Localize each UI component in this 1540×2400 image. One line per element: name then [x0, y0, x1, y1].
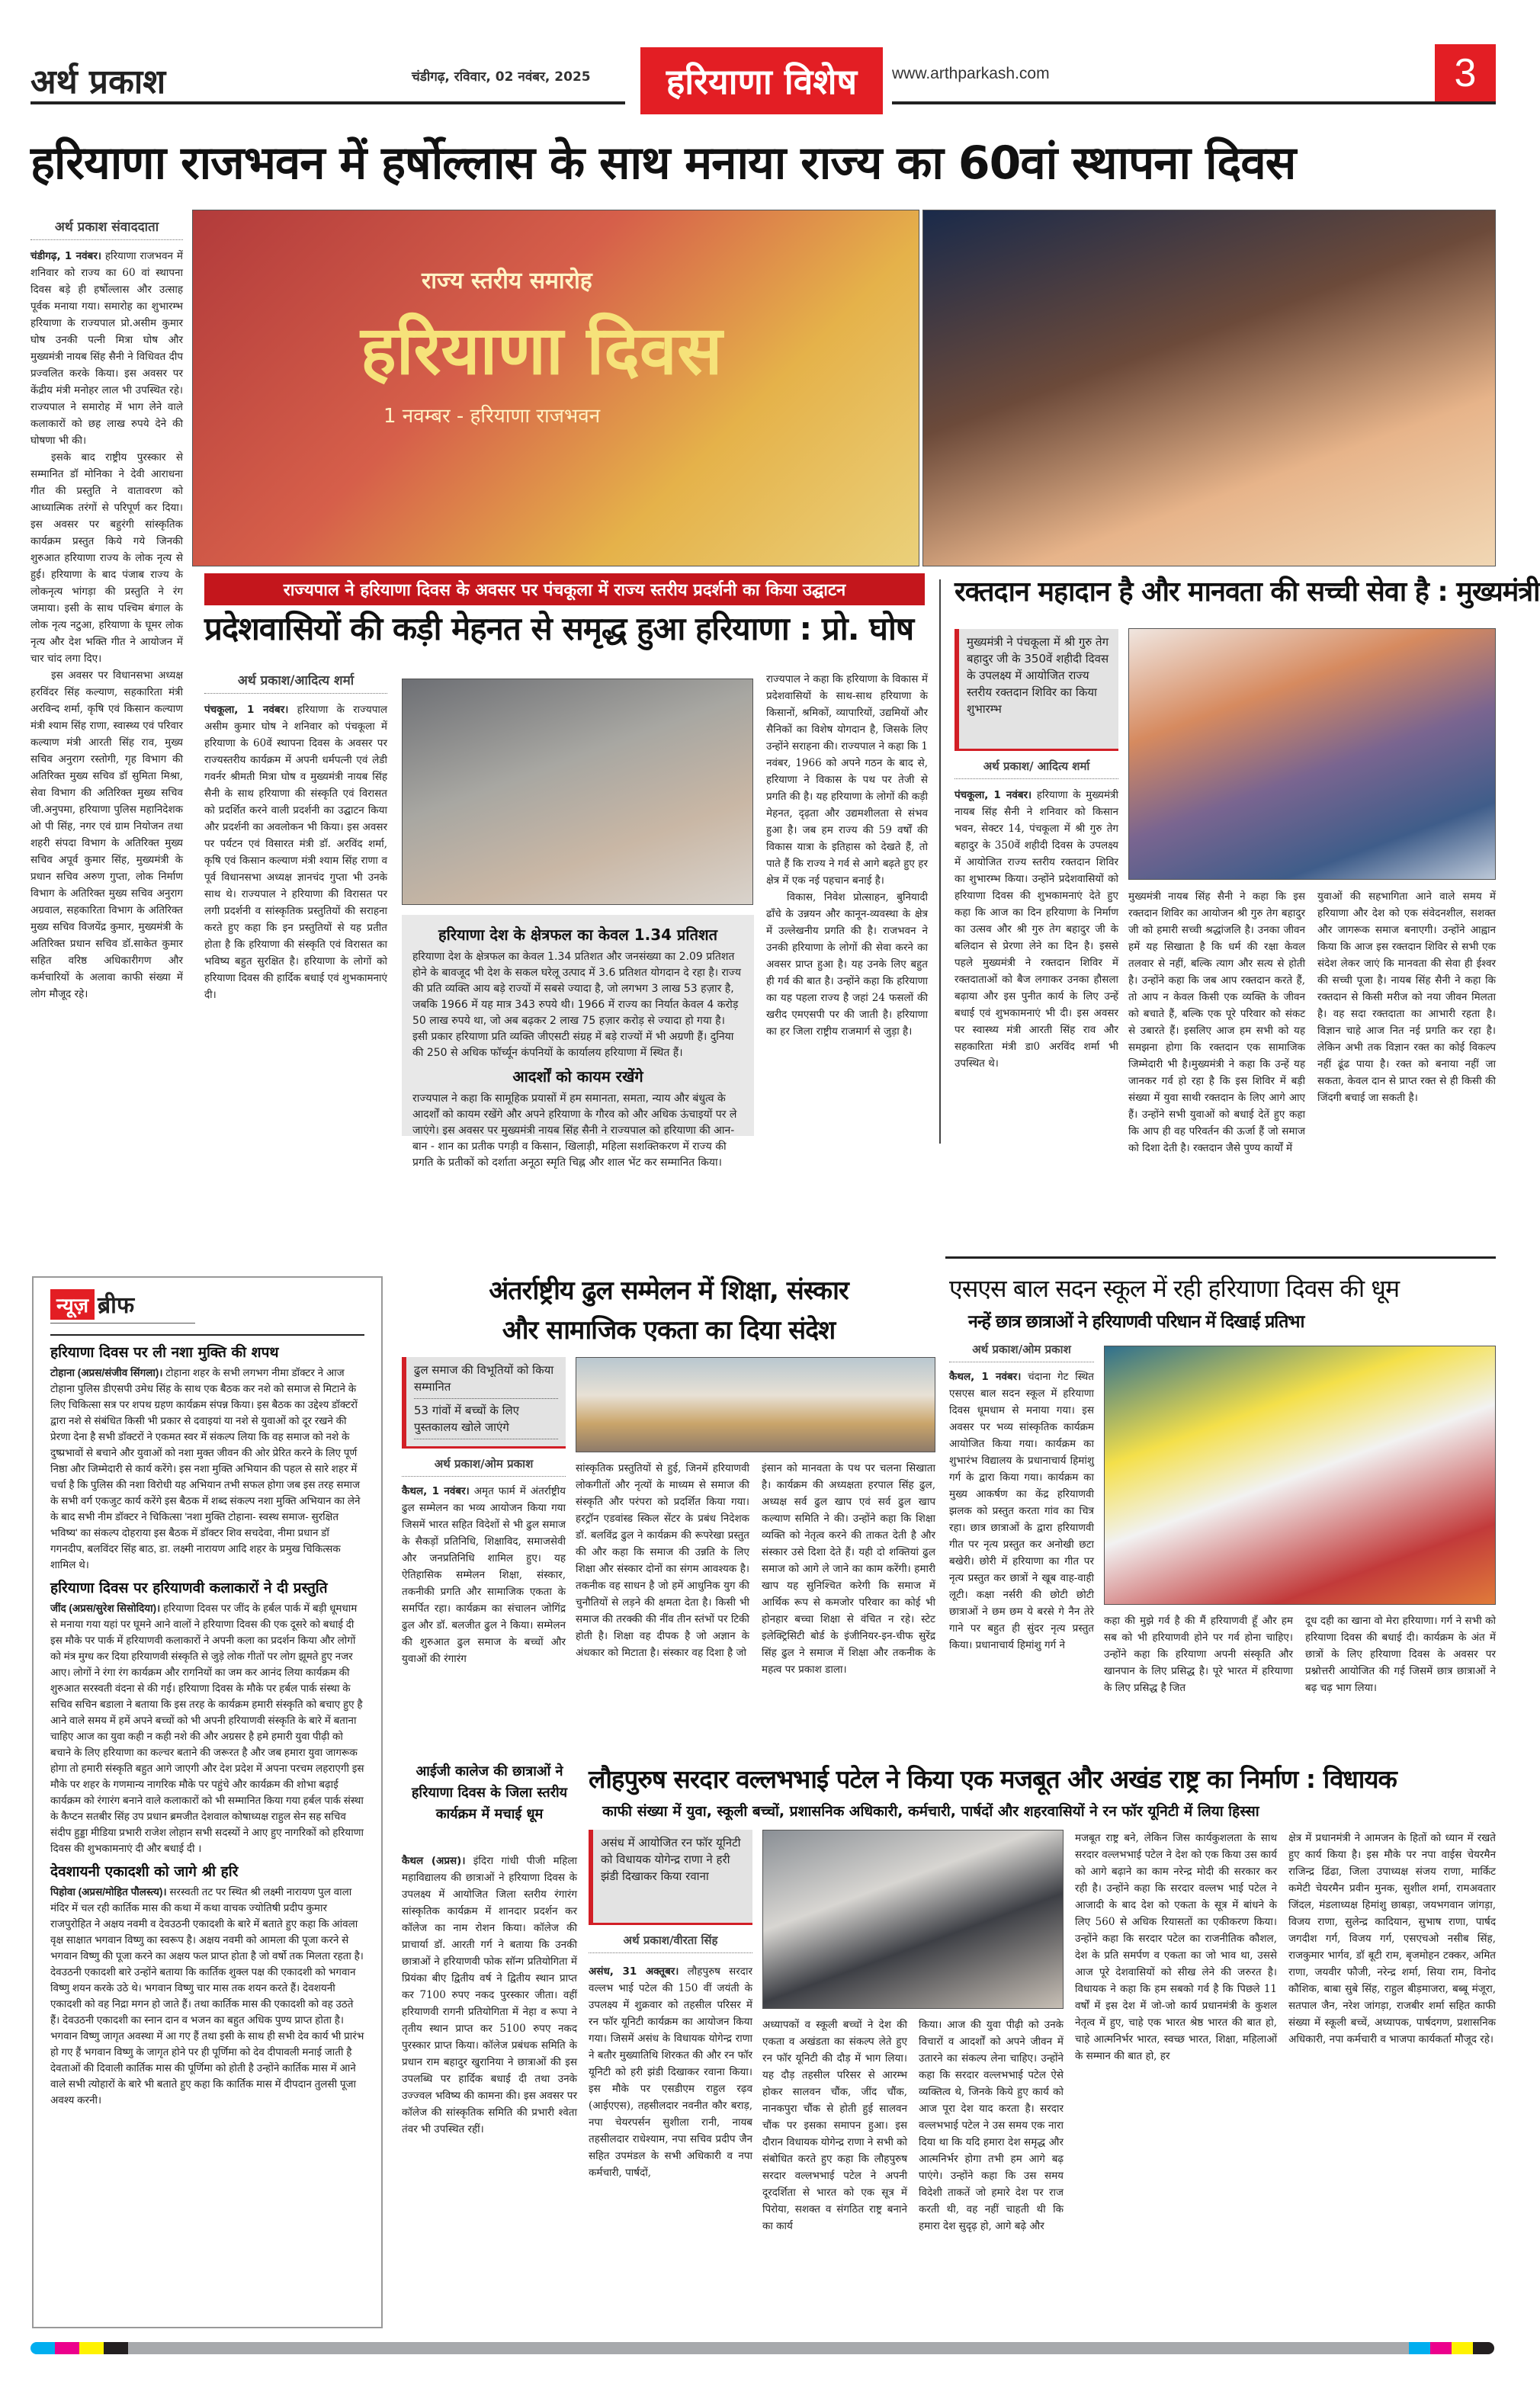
- dhul-paragraph: सांस्कृतिक प्रस्तुतियों से हुई, जिनमें हरियाणवी लोकगीतों और नृत्यों के माध्यम से समाज की संस्कृति और परंपरा को प्रदर्शित किया गया। हरट्रॉन एडवांस्ड स्किल सेंटर के प्रबंध निदेशक डॉ. बलविंद्र ढुल ने कार्यक्रम की रूपरेखा प्रस्तुत की और कहा कि समाज की उन्नति के लिए शिक्षा और संस्कार दोनों का संगम आवश्यक है। तकनीक वह साधन है जो हमें आधुनिक युग की चुनौतियों से लड़ने की क्षमता देता है। किसी भी समाज की तरक्की की नींव तीन स्तंभों पर टिकी होती है। शिक्षा वह दीपक है जो अज्ञान के अंधकार को मिटाता है। संस्कार वह दिशा है जो: [576, 1462, 749, 1659]
- brief-item-lead: टोहाना (अप्रस/संजीव सिंगला)।: [50, 1367, 163, 1378]
- patel-paragraph: मजबूत राष्ट्र बने, लेकिन जिस कार्यकुशलता के साथ सरदार वल्लभभाई पटेल ने देश को एक किया उस कार्य को आगे बढ़ाने का काम नरेन्द्र मोदी की सरकार कर रही है। उन्होंने कहा कि सरदार वल्लभ भाई पटेल ने आजादी के बाद देश को एकता के सूत्र में बांधने के लिए 560 से अधिक रियासतों का एकीकरण किया। उन्होंने कहा कि सरदार पटेल का राजनीतिक कौशल, देश के प्रति समर्पण व एकता का जो भाव था, उससे आज पूरे देशवासियों को सीख लेने की जरुरत है। विधायक ने कहा कि हम सबको गर्व है कि पिछले 11 वर्षों में इस देश में जो-जो कार्य प्रधानमंत्री के कुशल नेतृत्व में हुए, चाहे एक भारत श्रेष्ठ भारत की बात हो, चाहे आत्मनिर्भर भारत, स्वच्छ भारत, शिक्षा, महिलाओं के सम्मान की बात हो, हर: [1075, 1832, 1277, 2062]
- banner-small-title: राज्य स्तरीय समारोह: [422, 268, 592, 294]
- patel-highlight-box: [589, 1830, 752, 1925]
- school-headline: एसएस बाल सदन स्कूल में रही हरियाणा दिवस की धूम: [949, 1274, 1400, 1303]
- brief-item-text: हरियाणा दिवस पर जींद के हर्बल पार्क में बड़ी धूमधाम से मनाया गया यहां पर घूमने आने वालों ने हरियाणा दिवस की एक दूसरे को बधाई दी इस मौके पर पार्क में हरियाणवी कलाकारों ने अपनी कला का प्रदर्शन किया और लोगों को मंत्र मुग्ध कर दिया हरियाणवी संस्कृति से जुड़े लोक गीतों पर लोग झूमते हुए नजर आए। लोगों ने रंगा रंग कार्यक्रम और रागनियों का जम कर आनंद लिया कार्यक्रम की शुरुआत सरस्वती वंदना से की गई। हरियाणा दिवस के मौके पर हर्बल पार्क संस्था के सचिव सचिन बडाला ने बताया कि इस तरह के कार्यक्रम हमारी संस्कृति को बचाए हुए है आने वाले समय में हमें अपने बच्चों को भी अपनी हरियाणवी संस्कृति के बारे में बताना चाहिए आज का युवा कही न कही नशे की और अग्रसर है हमे हमारी युवा पीढ़ी को बचाने के लिए हरियाणा का कल्चर बताने की जरूरत है और जब हमारा युवा जागरूक होगा तो हमारी संस्कृति बहुत आगे जाएगी और देश प्रदेश में अपना परचम लहराएगी इस मौके पर शहर के गणमान्य नागरिक मौके पर पहुंचे और कार्यक्रम की शोभा बढ़ाई कार्यक्रम को रंगारंग बनाने वाले कलाकारों को भी सम्मानित किया गया हर्बल पार्क संस्था के कैप्टन सतबीर सिंह उप प्रधान ब्रमजीत देशवाल कोषाध्यक्ष राहुल सेन सह सचिव संदीप हुड्डा मीडिया प्रभारी राजेश लोहान सभी सदस्यों ने आए हुए नागरिकों को हरियाणा दिवस की शुभकामनाएं दी और बधाई दी ।: [50, 1603, 364, 1854]
- brief-item: [50, 1342, 364, 1573]
- blood-column-3: [1317, 888, 1496, 1250]
- school-column-1: [949, 1342, 1094, 1746]
- lead-paragraph: इस अवसर पर विधानसभा अध्यक्ष हरविंदर सिंह कल्याण, सहकारिता मंत्री अरविन्द शर्मा, कृषि एवं किसान कल्याण मंत्री श्याम सिंह राणा, स्वास्थ्य एवं परिवार कल्याण मंत्री आरती सिंह राव, मुख्य सचिव अनुराग रस्तोगी, गृह विभाग की अतिरिक्त मुख्य सचिव डॉ सुमिता मिश्रा, सेवा विभाग की अतिरिक्त मुख्य सचिव जी.अनुपमा, हरियाणा पुलिस महानिदेशक ओ पी सिंह, नगर एवं ग्राम नियोजन तथा शहरी संपदा विभाग के अतिरिक्त मुख्य सचिव अपूर्व कुमार सिंह, मुख्यमंत्री के प्रधान सचिव अरुण गुप्ता, लोक निर्माण विभाग के अतिरिक्त मुख्य सचिव अनुराग अग्रवाल, सहकारिता विभाग के अतिरिक्त मुख्य सचिव विजयेंद्र कुमार, मुख्यमंत्री के अतिरिक्त प्रधान सचिव डॉ.साकेत कुमार सहित वरिष्ठ अधिकारीगण और कर्मचारियों के अलावा काफी संख्या में लोग मौजूद रहे।: [30, 669, 183, 1000]
- governor-dateline: पंचकूला, 1 नवंबर।: [204, 704, 289, 716]
- school-paragraph: कहा की मुझे गर्व है की मैं हरियाणवी हूँ और हम सब को भी हरियाणवी होने पर गर्व होना चाहिए। उन्होंने कहा कि हरियाणा अपनी संस्कृति और खानपान के लिए प्रसिद्ध है। पूरे भारत में हरियाणा के लिए प्रसिद्ध है जित: [1104, 1615, 1293, 1694]
- patel-paragraph: अध्यापकों व स्कूली बच्चों ने देश की एकता व अखंडता का संकल्प लेते हुए रन फॉर यूनिटी की दौड़ में भाग लिया। यह दौड़ तहसील परिसर से आरम्भ होकर सालवन चौंक, जींद चौंक, नानकपुरा चौंक से होती हुई सालवन चौंक पर इसका समापन हुआ। इस दौरान विधायक योगेन्द्र राणा ने सभी को संबोधित करते हुए कहा कि लौहपुरुष सरदार वल्लभभाई पटेल ने अपनी दूरदर्शिता से भारत को एक सूत्र में पिरोया, सशक्त व संगठित राष्ट्र बनाने का कार्य: [762, 2019, 907, 2232]
- governor-column-3: [766, 671, 928, 1136]
- patel-subheadline: काफी संख्या में युवा, स्कूली बच्चों, प्रशासनिक अधिकारी, कर्मचारी, पार्षदों और शहरवासियों ने रन फॉर यूनिटी में लिया हिस्सा: [602, 1803, 1259, 1820]
- brief-rule: [50, 1334, 364, 1336]
- dhul-highlight-item: 53 गांवों में बच्चों के लिए पुस्तकालय खोले जाएंगे: [414, 1402, 558, 1439]
- brief-item-title: देवशायनी एकादशी को जागे श्री हरि: [50, 1863, 239, 1880]
- black-swatch: [1473, 2342, 1494, 2354]
- ig-dateline: कैथल (अप्रस)।: [402, 1855, 466, 1867]
- dhul-headline-line2: और सामाजिक एकता का दिया संदेश: [502, 1315, 836, 1346]
- governor-column-1: [204, 671, 387, 1136]
- governor-headline: प्रदेशवासियों की कड़ी मेहनत से समृद्ध हुआ हरियाणा : प्रो. घोष: [204, 610, 914, 647]
- brief-item-text: सरस्वती तट पर स्थित श्री लक्ष्मी नारायण पुल वाला मंदिर में चल रही कार्तिक मास की कथा में कथा वाचक ज्योतिषी प्रदीप कुमार राजपुरोहित ने अक्षय नवमी व देवउठनी एकादशी के बारे में बताते हुए कहा कि आंवला वृक्ष साक्षात भगवान विष्णु का स्वरूप है। अक्षय नवमी को आमला की पूजा करने से भगवान विष्णु की पूजा करने का अक्षय फल प्राप्त होता है जो वर्षो तक मिलता रहता है। देवउठनी एकादशी बारे उन्होंने बताया कि कार्तिक शुक्ल पक्ष की एकादशी को भगवान विष्णु शयन करके उठे थे। भगवान विष्णु चार मास तक शयन करते हैं। देवशयनी एकादशी को वह निद्रा मगन हो जाते हैं। तथा कार्तिक मास की एकादशी को वह उठते हैं। देवउठनी एकादशी का स्नान दान व भजन का बहुत अधिक पुण्य प्राप्त होता है। भगवान विष्णु जागृत अवस्था में आ गए हैं तथा इसी के साथ ही सभी देव कार्य भी प्रारंभ हो गए हैं भगवान विष्णु के जागृत होने पर ही पूर्णिमा को देव दीपावली मनाई जाती है देवताओं की दिवाली कार्तिक मास की पूर्णिमा को होती है उन्होंने कार्तिक मास में आने वाले सभी त्योहारों के बारे भी बताते हुए कहा कि कार्तिक मास में दीपदान तुलसी पूजा अवश्य करनी।: [50, 1886, 364, 2106]
- dhul-byline: अर्थ प्रकाश/ओम प्रकाश: [402, 1456, 566, 1477]
- patel-column-4: [1075, 1830, 1277, 2329]
- gray-bar: [128, 2342, 1409, 2354]
- yellow-swatch: [1452, 2342, 1473, 2354]
- dhul-headline-block: [402, 1272, 935, 1346]
- patel-column-2: [762, 2017, 907, 2329]
- brief-item-lead: पिहोवा (अप्रस/मोहित पौलस्त्य)।: [50, 1886, 167, 1898]
- print-color-bar: [30, 2342, 1494, 2354]
- blood-column-1: [954, 759, 1118, 1250]
- governor-strap: राज्यपाल ने हरियाणा दिवस के अवसर पर पंचकूला में राज्य स्तरीय प्रदर्शनी का किया उद्घाटन: [204, 573, 925, 605]
- brief-item-title: हरियाणा दिवस पर ली नशा मुक्ति की शपथ: [50, 1344, 279, 1361]
- lead-paragraph: इसके बाद राष्ट्रीय पुरस्कार से सम्मानित डॉ मोनिका ने देवी आराधना गीत की प्रस्तुति ने वातावरण को आध्यात्मिक तरंगों से परिपूर्ण कर दिया। इस अवसर पर बहुरंगी सांस्कृतिक कार्यक्रम प्रस्तुत किये गये जिनकी शुरुआत हरियाणा राज्य के लोक नृत्य से हुई। हरियाणा के बाद पंजाब राज्य के लोकनृत्य भांगड़ा की प्रस्तुति ने रंग जमाया। इसी के साथ पश्चिम बंगाल के लोक नृत्य नटुआ, हरियाणा के घूमर लोक नृत्य और देश भक्ति गीत ने आयोजन में चार चांद लगा दिए।: [30, 451, 183, 665]
- blood-highlight-box: [954, 629, 1118, 751]
- dhul-dateline: कैथल, 1 नवंबर।: [402, 1485, 470, 1497]
- magenta-swatch: [1430, 2342, 1452, 2354]
- patel-column-1: [589, 1963, 752, 2329]
- patel-highlight: असंध में आयोजित रन फॉर यूनिटी को विधायक योगेन्द्र राणा ने हरी झंडी दिखाकर किया रवाना: [601, 1836, 741, 1883]
- patel-headline: लौहपुरुष सरदार वल्लभभाई पटेल ने किया एक मजबूत और अखंड राष्ट्र का निर्माण : विधायक: [589, 1764, 1397, 1794]
- facts-title: हरियाणा देश के क्षेत्रफल का केवल 1.34 प्रतिशत: [438, 926, 717, 944]
- lead-story-column: [30, 217, 183, 1258]
- patel-paragraph: लौहपुरुष सरदार वल्लभ भाई पटेल की 150 वीं जयंती के उपलक्ष्य में शुक्रवार को तहसील परिसर में रन फॉर यूनिटी कार्यक्रम का आयोजन किया गया। जिसमें असंध के विधायक योगेन्द्र राणा ने बतौर मुख्यातिथि शिरकत की और रन फॉर यूनिटी को हरी झंडी दिखाकर रवाना किया। इस मौके पर एसडीएम राहुल रढ़व (आईएएस), तहसीलदार नवनीत कौर बराड़, नपा चेयरपर्सन सुशीला रानी, नायब तहसीलदार राधेश्याम, नपा सचिव प्रदीप जैन सहित उपमंडल के सभी अधिकारी व नपा कर्मचारी, पार्षदों,: [589, 1965, 752, 2179]
- banner-subtitle: 1 नवम्बर - हरियाणा राजभवन: [383, 405, 601, 428]
- blood-paragraph: हरियाणा के मुख्यमंत्री नायब सिंह सैनी ने शनिवार को किसान भवन, सेक्टर 14, पंचकूला में श्री गुरु तेग बहादुर के 350वें शहीदी दिवस के उपलक्ष्य में आयोजित राज्य स्तरीय रक्तदान शिविर का शुभारम्भ किया। उन्होंने प्रदेशवासियों को हरियाणा दिवस की शुभकामनाएं देते हुए कहा कि आज का दिन हरियाणा के निर्माण का उत्सव और श्री गुरु तेग बहादुर जी के बलिदान से प्रेरणा लेने का दिन है। इससे पहले मुख्यमंत्री ने रक्तदान शिविर में रक्तदाताओं को बैज लगाकर उनका हौसला बढ़ाया और इस पुनीत कार्य के लिए उन्हें बधाई एवं शुभकामनाएं भी दी। इस अवसर पर स्वास्थ्य मंत्री आरती सिंह राव और सहकारिता मंत्री डा0 अरविंद शर्मा भी उपस्थित थे।: [954, 789, 1119, 1070]
- news-brief-logo: [50, 1288, 195, 1324]
- column-divider: [939, 579, 941, 1144]
- date-line: चंडीगढ़, रविवार, 02 नवंबर, 2025: [412, 69, 591, 85]
- school-dateline: कैथल, 1 नवंबर।: [949, 1371, 1022, 1383]
- blood-byline: अर्थ प्रकाश/ आदित्य शर्मा: [954, 759, 1118, 779]
- patel-paragraph: किया। आज की युवा पीढ़ी को उनके विचारों व आदर्शों को अपने जीवन में उतारने का संकल्प लेना चाहिए। उन्होंने कहा कि सरदार वल्लभभाई पटेल ऐसे व्यक्तित्व थे, जिनके किये हुए कार्य को आज पूरा देश याद करता है। सरदार वल्लभभाई पटेल ने उस समय एक नारा दिया था कि यदि हमारा देश समृद्ध और आत्मनिर्भर होगा तभी हम आगे बढ़ पाएंगे। उन्होंने कहा कि उस समय विदेशी ताकतें जो हमारे देश पर राज करती थी, वह नहीं चाहती थी कि हमारा देश सुदृढ़ हो, आगे बढ़े और: [919, 2019, 1064, 2232]
- ideals-text: राज्यपाल ने कहा कि सामूहिक प्रयासों में हम समानता, समता, न्याय और बंधुत्व के आदर्शों को कायम रखेंगे और अपने हरियाणा के गौरव को और अधिक ऊंचाइयों पर ले जाएंगे। इस अवसर पर मुख्यमंत्री नायब सिंह सैनी ने राज्यपाल को हरियाणा की आन- बान - शान का प्रतीक पगड़ी व किसान, खिलाड़ी, महिला सशक्तिकरण में राज्य की प्रगति के प्रतीकों को दर्शाता अनूठा स्मृति चिह्न और शाल भेंट कर सम्मानित किया।: [412, 1093, 737, 1169]
- ig-text: इंदिरा गांधी पीजी महिला महाविद्यालय की छात्राओं ने हरियाणा दिवस के उपलक्ष्य में आयोजित जिला स्तरीय रंगारंग सांस्कृतिक कार्यक्रम में शानदार प्रदर्शन कर कॉलेज का नाम रोशन किया। कॉलेज की प्राचार्या डॉ. आरती गर्ग ने बताया कि उनकी छात्राओं ने हरियाणवी फोक सॉन्ग प्रतियोगिता में प्रियंका बीए द्वितीय वर्ष ने द्वितीय स्थान प्राप्त कर 7100 रुपए नकद पुरस्कार जीता। वहीं हरियाणवी रागनी प्रतियोगिता में नेहा व रूपा ने तृतीय स्थान प्राप्त कर 5100 रुपए नकद पुरस्कार प्राप्त किया। कॉलेज प्रबंधक समिति के प्रधान राम बहादुर खुरानिया ने छात्राओं की इस उपलब्धि पर हार्दिक बधाई दी तथा उनके उज्ज्वल भविष्य की कामना की। इस अवसर पर कॉलेज की सांस्कृतिक समिति की प्रभारी श्वेता तंवर भी उपस्थित रहीं।: [402, 1855, 577, 2135]
- news-brief-logo-red: न्यूज़: [50, 1289, 95, 1320]
- patel-column-3: [919, 2017, 1064, 2329]
- website-url[interactable]: www.arthparkash.com: [892, 65, 1050, 82]
- governor-paragraph: राज्यपाल ने कहा कि हरियाणा के विकास में प्रदेशवासियों के साथ-साथ हरियाणा के किसानों, श्रमिकों, व्यापारियों, उद्यमियों और सैनिकों का विशेष योगदान है, जिसके लिए उन्होंने सराहना की। राज्यपाल ने कहा कि 1 नवंबर, 1966 को अपने गठन के बाद से, हरियाणा ने विकास के पथ पर तेजी से प्रगति की है। यह हरियाणा के लोगों की कड़ी मेहनत, दृढ़ता और उद्यमशीलता से संभव हुआ है। जब हम राज्य की 59 वर्षों की विकास यात्रा के इतिहास को देखते हैं, तो पाते हैं कि राज्य ने गर्व से आगे बढ़ते हुए हर क्षेत्र में एक नई पहचान बनाई है।: [766, 673, 928, 887]
- blood-column-2: [1128, 888, 1305, 1250]
- dhul-paragraph: अमृत फार्म में अंतर्राष्ट्रीय ढुल सम्मेलन का भव्य आयोजन किया गया जिसमें भारत सहित विदेशों से भी ढुल समाज के सैकड़ों प्रतिनिधि, शिक्षाविद, समाजसेवी और जनप्रतिनिधि शामिल हुए। यह ऐतिहासिक सम्मेलन शिक्षा, संस्कार, तकनीकी प्रगति और सामाजिक एकता के समर्पित रहा। कार्यक्रम का संचालन जोगिंद्र ढुल और डॉ. बलजीत ढुल ने किया। सम्मेलन की शुरुआत ढुल समाज के बच्चों और युवाओं की रंगारंग: [402, 1485, 566, 1665]
- exhibition-inauguration-photo: [402, 679, 753, 905]
- school-byline: अर्थ प्रकाश/ओम प्रकाश: [949, 1342, 1094, 1362]
- lead-body: [30, 248, 183, 1003]
- ideals-title: आदर्शों को कायम रखेंगे: [512, 1067, 643, 1086]
- cyan-swatch: [30, 2342, 55, 2354]
- dhul-column-1: [402, 1456, 566, 1746]
- masthead-rule-right: [892, 101, 1496, 104]
- dhul-highlight-item: ढुल समाज की विभूतियों को किया सम्मानित: [414, 1362, 558, 1399]
- governor-byline: अर्थ प्रकाश/आदित्य शर्मा: [204, 671, 387, 694]
- patel-column-5: [1288, 1830, 1496, 2329]
- blood-paragraph: युवाओं की सहभागिता आने वाले समय में हरियाणा और देश को एक संवेदनशील, सशक्त और जागरूक समाज बनाएगी। उन्होंने आह्वान किया कि आज इस रक्तदान शिविर से सभी एक संदेश लेकर जाएं कि मानवता की सेवा ही ईश्वर की सच्ची पूजा है। नायब सिंह सैनी ने कहा कि रक्तदान से किसी मरीज को नया जीवन मिलता है। वह सदा रक्तदाता का आभारी रहता है। विज्ञान चाहे आज नित नई प्रगति कर रहा है। लेकिन अभी तक विज्ञान रक्त का कोई विकल्प नहीं ढूंढ पाया है। रक्त को बनाया नहीं जा सकता, केवल दान से प्राप्त रक्त से ही किसी की जिंदगी बचाई जा सकती है।: [1317, 890, 1496, 1104]
- newspaper-logo: अर्थ प्रकाश: [30, 63, 166, 101]
- news-brief-logo-black: ब्रीफ: [98, 1292, 135, 1319]
- dhul-highlight-box: [402, 1357, 566, 1449]
- patel-byline: अर्थ प्रकाश/वीरता सिंह: [589, 1933, 752, 1953]
- school-paragraph: दूध दही का खाना वो मेरा हरियाणा। गर्ग ने सभी को हरियाणा दिवस की बधाई दी। कार्यक्रम के अंत में छात्रों के लिए हरियाणा दिवस के अवसर पर प्रश्नोत्तरी आयोजित की गई जिसमें छात्र छात्राओं ने बढ़ चढ़ भाग लिया।: [1305, 1615, 1496, 1694]
- brief-item: [50, 1861, 364, 2108]
- patel-dateline: असंध, 31 अक्तूबर।: [589, 1965, 679, 1978]
- dhul-paragraph: इंसान को मानवता के पथ पर चलना सिखाता है। कार्यक्रम की अध्यक्षता हरपाल सिंह ढुल, अध्यक्ष सर्व ढुल खाप एवं सर्व ढुल खाप कल्याण समिति ने की। उन्होंने कहा कि शिक्षा व्यक्ति को नेतृत्व करने की ताकत देती है और संस्कार उसे दिशा देते हैं। यही दो शक्तियां ढुल समाज को आगे ले जाने का काम करेंगी। हमारी खाप यह सुनिश्चित करेगी कि समाज में आर्थिक रूप से कमजोर परिवार का कोई भी होनहार बच्चा शिक्षा से वंचित न रहे। स्टेट इलेक्ट्रिसिटी बोर्ड के इंजीनियर-इन-चीफ सुरेंद्र सिंह ढुल ने समाज में शिक्षा और तकनीक के महत्व पर प्रकाश डाला।: [762, 1462, 935, 1676]
- governor-paragraph: हरियाणा के राज्यपाल असीम कुमार घोष ने शनिवार को पंचकूला में हरियाणा के 60वें स्थापना दिवस के अवसर पर राज्यस्तरीय कार्यक्रम में अपनी धर्मपत्नी एवं लेडी गवर्नर श्रीमती मित्रा घोष व मुख्यमंत्री नायब सिंह सैनी के साथ हरियाणा की संस्कृति एवं विरासत को प्रदर्शित करने वाली प्रदर्शनी का उद्घाटन किया और प्रदर्शनी का अवलोकन भी किया। इस अवसर पर पर्यटन एवं विसारत मंत्री डॉ. अरविंद शर्मा, कृषि एवं किसान कल्याण मंत्री श्याम सिंह राणा व पूर्व विधानसभा अध्यक्ष ज्ञानचंद गुप्ता भी उनके साथ थे। राज्यपाल ने हरियाणा की विरासत पर लगी प्रदर्शनी व सांस्कृतिक प्रस्तुतियों की सराहना करते हुए कहा कि इन प्रस्तुतियों से यह प्रतीत होता है कि हरियाणा की संस्कृति एवं विरासत का भविष्य बहुत सुरक्षित है। हरियाणा के लोगों को हरियाणा दिवस की हार्दिक बधाई एवं शुभकामनाएं दी।: [204, 704, 388, 1001]
- facts-text: हरियाणा देश के क्षेत्रफल का केवल 1.34 प्रतिशत और जनसंख्या का 2.09 प्रतिशत होने के बावजूद भी देश के सकल घरेलू उत्पाद में 3.6 प्रतिशत योगदान दे रहा है। राज्य की प्रति व्यक्ति आय बड़े राज्यों में सबसे ज्यादा है, जो लगभग 3 लाख 53 हज़ार है, जबकि 1966 में यह मात्र 343 रुपये थी। 1966 में राज्य का निर्यात केवल 4 करोड़ 50 लाख रुपये था, जो अब बढ़कर 2 लाख 75 हज़ार करोड़ से ज्यादा हो गया है। इसी प्रकार हरियाणा प्रति व्यक्ति जीएसटी संग्रह में बड़े राज्यों में भी अग्रणी हैं। दुनिया की 250 से अधिक फॉर्च्यून कंपनियों के कार्यालय हरियाणा में स्थित हैं।: [412, 951, 742, 1059]
- magenta-swatch: [55, 2342, 79, 2354]
- brief-item-title: हरियाणा दिवस पर हरियाणवी कलाकारों ने दी प्रस्तुति: [50, 1580, 328, 1596]
- yellow-swatch: [79, 2342, 104, 2354]
- brief-item-text: टोहाना शहर के सभी लगभग नीमा डॉक्टर ने आज टोहाना पुलिस डीएसपी उमेध सिंह के साथ एक बैठक कर नशे को समाज से मिटाने के लिए चिकित्सा सत्र पर शपथ ग्रहण कार्यक्रम संपन्न किया। इस बैठक का उद्देश्य डॉक्टरों द्वारा नशे से संबंधित किसी भी प्रकार से दवाइयां या नशे से युवाओं को दूर रखने की प्रेरणा देना है सभी डॉक्टरों ने एकमत स्वर में संकल्प लिया कि वह समाज को नशे के दुष्प्रभावों से बचाने और युवाओं को नशा मुक्त जीवन की ओर प्रेरित करने के लिए पूर्ण निष्ठा और जिम्मेदारी से कार्य करेंगे। इस नशा मुक्ति अभियान की पहल से सारे शहर में चर्चा है कि पुलिस की नशा विरोधी यह अभियान तभी सफल होगा जब इस तरह समाज के सभी वर्ग एकजुट कार्य करेंगे इस बैठक में शब्द संकल्प नशा मुक्ति अभियान का लेने के बाद सभी नीम डॉक्टर ने चिकित्सा 'नशा मुक्ति टोहाना- स्वस्थ समाज- सुरक्षित भविष्य' का संकल्प दोहराया इस बैठक में डॉक्टर शिव सचदेवा, नीमा प्रधान डॉ गगनदीप, बलविंदर सिंह बाठ, डा. लक्ष्मी नारायण आदि शहर के प्रमुख चिकित्सक शामिल थे।: [50, 1367, 361, 1571]
- page-number: 3: [1435, 44, 1496, 101]
- brief-item: [50, 1577, 364, 1856]
- patel-paragraph: क्षेत्र में प्रधानमंत्री ने आमजन के हितों को ध्यान में रखते हुए कार्य किया है। इस मौके पर नपा वाईस चेयरमैन राजिन्द्र ढिंढा, जिला उपाध्यक्ष संजय राणा, मार्किट कमेटी चेयरमैन प्रवीन मुनक, सुशील शर्मा, रामअवतार जिंदल, मंडलाध्यक्ष हिमांशु छाबड़ा, जयभगवान जांगड़ा, विजय राणा, सुलेन्द्र कादियान, सुभाष राणा, पार्षद जगदीश गर्ग, विजय गर्ग, एसएचओ नसीब सिंह, राजकुमार भार्गव, डॉ बूटी राम, बृजमोहन टक्कर, अमित राणा, जयवीर फौजी, नरेन्द्र शर्मा, सिया राम, विनोद कौशिक, बाबा सुबे सिंह, राहुल बीड़माजरा, बब्बू मंजूरा, सतपाल जैन, नरेश जांगड़ा, राजबीर शर्मा सहित काफी संख्या में स्कूली बच्चें, अध्यापक, पार्षदगण, प्रशासनिक अधिकारी, नपा कर्मचारी व भाजपा कार्यकर्ता मौजूद रहे।: [1288, 1832, 1496, 2045]
- school-column-2: [1104, 1612, 1293, 1746]
- haryana-diwas-stage-photo: [192, 210, 919, 566]
- dhul-column-2: [576, 1460, 749, 1746]
- governor-paragraph: विकास, निवेश प्रोत्साहन, बुनियादी ढाँचे के उन्नयन और कानून-व्यवस्था के क्षेत्र में उल्लेखनीय प्रगति की है। राजभवन ने उनकी हरियाणा के लोगों की सेवा करने का अवसर प्राप्त हुआ है। यह उनके लिए बहुत ही गर्व की बात है। उन्होंने कहा कि हरियाणा का यह पहला राज्य है जहां 24 फसलों की खरीद एमएसपी पर की जाती है। हरियाणा का हर जिला राष्ट्रीय राजमार्ग से जुड़ा है।: [766, 891, 928, 1038]
- brief-item-lead: जींद (अप्रस/सुरेश सिसोदिया)।: [50, 1603, 161, 1614]
- ig-headline: आईजी कालेज की छात्राओं ने हरियाणा दिवस के जिला स्तरीय कार्यक्रम में मचाई धूम: [411, 1763, 568, 1822]
- dhul-column-3: [762, 1460, 935, 1746]
- rajbhavan-evening-photo: [922, 210, 1496, 566]
- lead-paragraph: हरियाणा राजभवन में शनिवार को राज्य का 60 वां स्थापना दिवस बड़े ही हर्षोल्लास और उत्साह पूर्वक मनाया गया। समारोह का शुभारम्भ हरियाणा के राज्यपाल प्रो.असीम कुमार घोष उनकी पत्नी मित्रा घोष और मुख्यमंत्री नायब सिंह सैनी ने विधिवत दीप प्रज्वलित करके किया। इस अवसर पर केंद्रीय मंत्री मनोहर लाल भी उपस्थित रहे। राज्यपाल ने समारोह में भाग लेने वाले कलाकारों को छह लाख रुपये देने की घोषणा भी की।: [30, 250, 183, 447]
- masthead-rule-left: [30, 101, 625, 104]
- school-cultural-program-photo: [1104, 1346, 1496, 1605]
- lead-headline: हरियाणा राजभवन में हर्षोल्लास के साथ मनाया राज्य का 60वां स्थापना दिवस: [30, 136, 1296, 190]
- dhul-sammelan-photo: [576, 1357, 935, 1452]
- ig-story-body: [402, 1853, 577, 2329]
- run-for-unity-photo: [762, 1830, 1064, 2009]
- school-subheadline: नन्हें छात्र छात्राओं ने हरियाणवी परिधान में दिखाई प्रतिभा: [968, 1312, 1304, 1332]
- lead-dateline: चंडीगढ़, 1 नवंबर।: [30, 250, 101, 262]
- blood-highlight: मुख्यमंत्री ने पंचकूला में श्री गुरु तेग बहादुर जी के 350वें शहीदी दिवस के उपलक्ष्य में आयोजित राज्य स्तरीय रक्तदान शिविर का किया शुभारम्भ: [967, 635, 1109, 716]
- blood-paragraph: मुख्यमंत्री नायब सिंह सैनी ने कहा कि इस रक्तदान शिविर का आयोजन श्री गुरु तेग बहादुर जी को हमारी सच्ची श्रद्धांजलि है। उनका जीवन हमें यह सिखाता है कि धर्म की रक्षा केवल तलवार से नहीं, बल्कि त्याग और सत्य से होती है। उन्होंने कहा कि जब आप रक्तदान करते हैं, तो आप न केवल किसी एक व्यक्ति के जीवन को बचाते हैं, बल्कि एक पूरे परिवार को संकट से उबारते हैं। इसलिए आज हम सभी को यह समझना होगा कि रक्तदान एक सामाजिक जिम्मेदारी भी है।मुख्यमंत्री ने कहा कि उन्हें यह जानकर गर्व हो रहा है कि इस शिविर में बड़ी संख्या में युवा साथी रक्तदान के लिए आगे आए हैं। उन्होंने सभी युवाओं को बधाई देतें हुए कहा कि आप ही वह परिवर्तन की ऊर्जा हैं जो समाज को दिशा देती है। रक्तदान जैसे पुण्य कार्यों में: [1128, 890, 1305, 1154]
- black-swatch: [104, 2342, 128, 2354]
- news-brief-box: [32, 1276, 383, 2328]
- haryana-facts-infobox: [402, 915, 754, 1169]
- blood-dateline: पंचकूला, 1 नवंबर।: [954, 789, 1032, 801]
- dhul-headline-line1: अंतर्राष्ट्रीय ढुल सम्मेलन में शिक्षा, संस्कार: [489, 1275, 849, 1306]
- blood-headline: रक्तदान महादान है और मानवता की सच्ची सेवा है : मुख्यमंत्री: [954, 576, 1540, 608]
- blood-donation-camp-photo: [1128, 628, 1496, 880]
- school-column-3: [1305, 1612, 1496, 1746]
- section-rule: [945, 1256, 1496, 1259]
- lead-byline: अर्थ प्रकाश संवाददाता: [30, 217, 183, 240]
- school-paragraph: चंदाना गेट स्थित एसएस बाल सदन स्कूल में हरियाणा दिवस धूमधाम से मनाया गया। इस अवसर पर भव्य सांस्कृतिक कार्यक्रम आयोजित किया गया। कार्यक्रम का शुभारंभ विद्यालय के प्रधानाचार्य हिमांशु गर्ग के द्वारा किया गया। कार्यक्रम का मुख्य आकर्षण का केंद्र हरियाणवी झलक को प्रस्तुत करता गांव का चित्र रहा। छात्र छात्राओं के द्वारा हरियाणवी गीत पर नृत्य प्रस्तुत कर अनोखी छटा बखेरी। छोरी में हरियाणा का गीत पर नृत्य प्रस्तुत कर छात्रों ने खूब वाह-वाही लूटी। कक्षा नर्सरी की छोटी छोटी छात्राओं ने छम छम ये बरसे गे नैन तेरे गाने पर बहुत ही सुंदर नृत्य प्रस्तुत किया। प्रधानाचार्य हिमांशु गर्ग ने: [949, 1371, 1094, 1651]
- banner-big-title: हरियाणा दिवस: [361, 311, 723, 390]
- section-badge: हरियाणा विशेष: [640, 47, 883, 114]
- cyan-swatch: [1409, 2342, 1430, 2354]
